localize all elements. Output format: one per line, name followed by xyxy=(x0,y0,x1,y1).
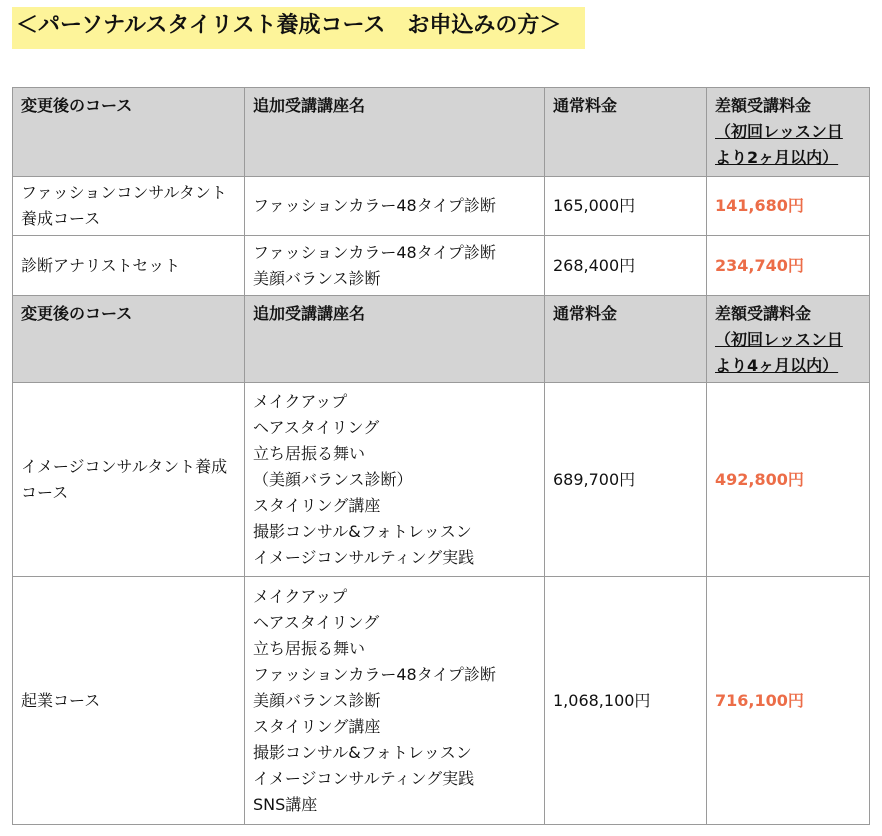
header-course: 変更後のコース xyxy=(13,88,245,177)
subject-item: スタイリング講座 xyxy=(253,716,381,736)
header-diff-fee xyxy=(707,88,870,177)
diff-fee: 716,100円 xyxy=(707,577,870,825)
course-name: イメージコンサルタント養成コース xyxy=(13,383,245,577)
header-regular-fee: 通常料金 xyxy=(545,88,707,177)
header-diff-fee xyxy=(707,296,870,383)
subject-item: ファッションカラー48タイプ診断 xyxy=(253,664,496,684)
subject-item: スタイリング講座 xyxy=(253,495,381,515)
subject-item: ヘアスタイリング xyxy=(253,612,380,632)
subject-item: （美顔バランス診断） xyxy=(253,469,413,489)
header-diff-fee-note: より2ヶ月以内） xyxy=(715,148,839,167)
table-header-row xyxy=(13,88,870,177)
header-subjects: 追加受講講座名 xyxy=(245,88,545,177)
regular-fee: 689,700円 xyxy=(545,383,707,577)
subject-list xyxy=(245,383,545,577)
course-price-table xyxy=(12,87,870,825)
diff-fee: 492,800円 xyxy=(707,383,870,577)
subject-item: 美顔バランス診断 xyxy=(253,268,381,288)
subject-item: 撮影コンサル&フォトレッスン xyxy=(253,742,472,762)
subject-item: イメージコンサルティング実践 xyxy=(253,547,475,567)
course-name: 起業コース xyxy=(13,577,245,825)
header-diff-fee-note: より4ヶ月以内） xyxy=(715,356,839,375)
subject-item: 立ち居振る舞い xyxy=(253,638,366,658)
subject-item: ヘアスタイリング xyxy=(253,417,380,437)
subject-item: イメージコンサルティング実践 xyxy=(253,768,475,788)
header-subjects: 追加受講講座名 xyxy=(245,296,545,383)
header-diff-fee-label: 差額受講料金 xyxy=(715,96,812,115)
table-row xyxy=(13,577,870,825)
subject-item: メイクアップ xyxy=(253,586,348,606)
subject-item: 美顔バランス診断 xyxy=(253,690,381,710)
subject-list xyxy=(245,236,545,296)
header-regular-fee: 通常料金 xyxy=(545,296,707,383)
diff-fee: 141,680円 xyxy=(707,177,870,236)
header-diff-fee-note: （初回レッスン日 xyxy=(715,122,843,141)
table-header-row xyxy=(13,296,870,383)
subject-list xyxy=(245,177,545,236)
table-row xyxy=(13,236,870,296)
subject-item: SNS講座 xyxy=(253,794,318,814)
header-course: 変更後のコース xyxy=(13,296,245,383)
diff-fee: 234,740円 xyxy=(707,236,870,296)
course-name: ファッションコンサルタント養成コース xyxy=(13,177,245,236)
subject-item: ファッションカラー48タイプ診断 xyxy=(253,196,496,215)
subject-list xyxy=(245,577,545,825)
header-diff-fee-note: （初回レッスン日 xyxy=(715,330,843,349)
course-name: 診断アナリストセット xyxy=(13,236,245,296)
subject-item: メイクアップ xyxy=(253,391,348,411)
regular-fee: 268,400円 xyxy=(545,236,707,296)
page-title: ＜パーソナルスタイリスト養成コース お申込みの方＞ xyxy=(12,7,585,49)
subject-item: 撮影コンサル&フォトレッスン xyxy=(253,521,472,541)
table-row xyxy=(13,177,870,236)
table-row xyxy=(13,383,870,577)
subject-item: ファッションカラー48タイプ診断 xyxy=(253,242,496,262)
header-diff-fee-label: 差額受講料金 xyxy=(715,304,812,323)
subject-item: 立ち居振る舞い xyxy=(253,443,366,463)
regular-fee: 165,000円 xyxy=(545,177,707,236)
regular-fee: 1,068,100円 xyxy=(545,577,707,825)
